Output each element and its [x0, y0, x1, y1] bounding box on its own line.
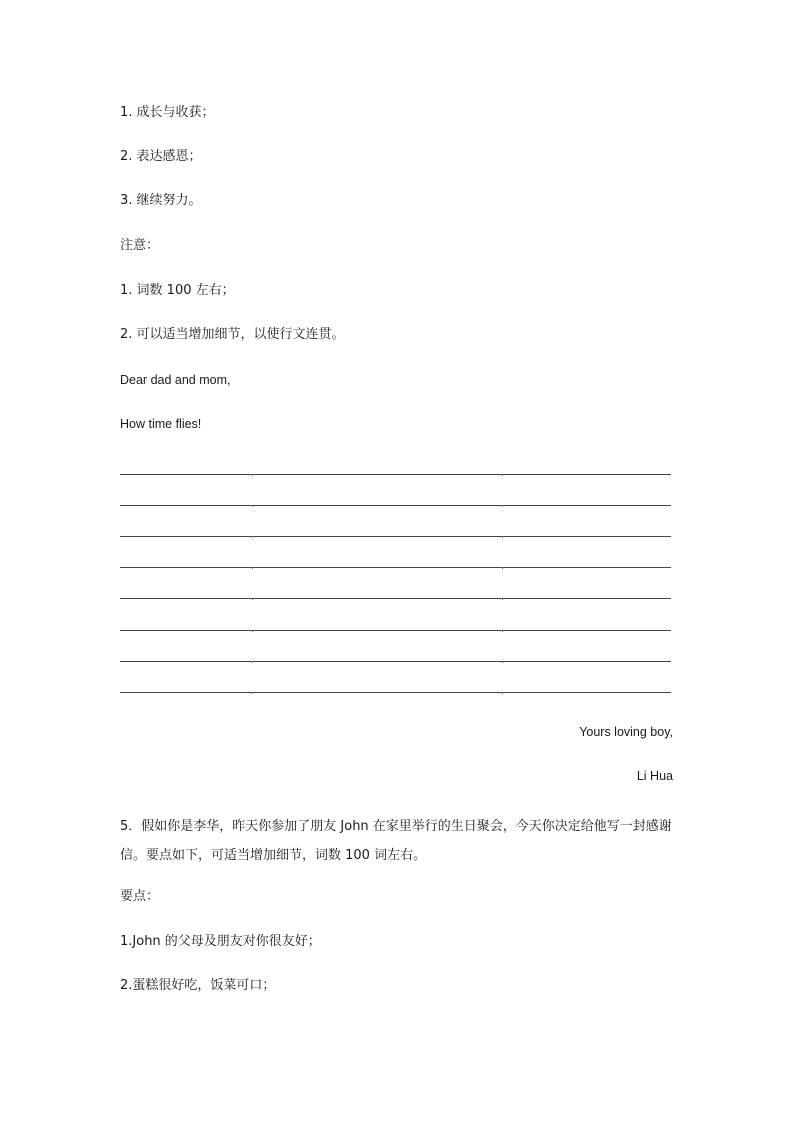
item-3: 3. 继续努力。: [120, 193, 202, 208]
writing-line: [120, 567, 671, 568]
letter-opening: How time flies!: [120, 417, 202, 431]
letter-salutation: Dear dad and mom,: [120, 373, 231, 387]
writing-line: [120, 598, 671, 599]
note-2: 2. 可以适当增加细节，以使行文连贯。: [120, 327, 345, 342]
letter-signature: Li Hua: [636, 769, 673, 783]
note-1: 1. 词数 100 左右；: [120, 283, 235, 298]
notes-heading: 注意：: [120, 238, 160, 253]
point-1: 1.John 的父母及朋友对你很友好；: [120, 934, 321, 949]
writing-line: [120, 536, 671, 537]
writing-lines: [120, 474, 671, 694]
item-2: 2. 表达感恩；: [120, 149, 202, 164]
points-heading: 要点：: [120, 889, 160, 904]
point-2: 2.蛋糕很好吃，饭菜可口；: [120, 978, 276, 993]
writing-line: [120, 661, 671, 662]
letter-closing: Yours loving boy,: [579, 725, 673, 739]
writing-line: [120, 630, 671, 631]
question-5-prompt: 5．假如你是李华，昨天你参加了朋友 John 在家里举行的生日聚会，今天你决定给他写一封感谢信。要点如下，可适当增加细节，词数 100 词左右。: [120, 819, 672, 863]
writing-line: [120, 505, 671, 506]
item-1: 1. 成长与收获；: [120, 105, 215, 120]
writing-line: [120, 474, 671, 475]
writing-line: [120, 692, 671, 693]
